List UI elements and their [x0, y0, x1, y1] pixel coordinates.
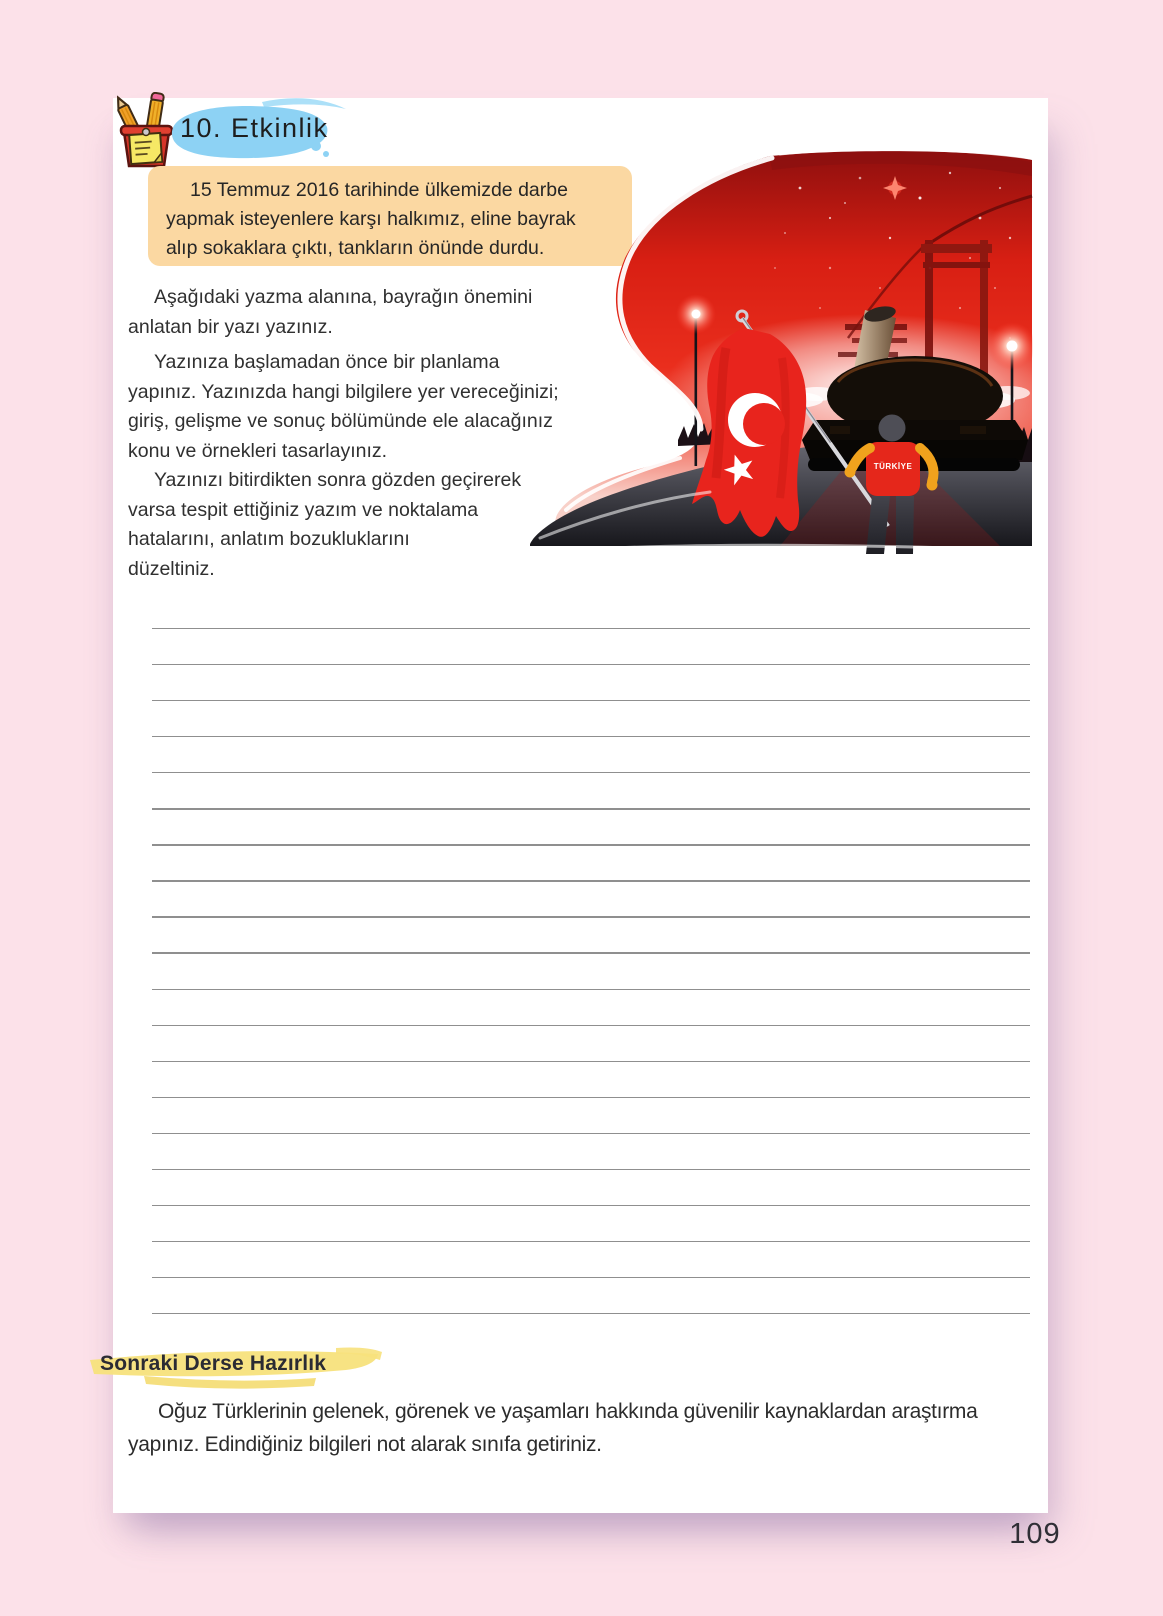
writing-line	[152, 1277, 1030, 1278]
writing-line	[152, 628, 1030, 629]
writing-line	[152, 880, 1030, 881]
writing-line	[152, 844, 1030, 845]
writing-area	[152, 628, 1030, 1318]
writing-line	[152, 1313, 1030, 1314]
shirt-label: TÜRKİYE	[873, 462, 913, 471]
writing-line	[152, 989, 1030, 990]
activity-title: 10. Etkinlik	[180, 113, 329, 143]
writing-line	[152, 916, 1030, 917]
writing-line	[152, 1133, 1030, 1134]
writing-line	[152, 1025, 1030, 1026]
july15-illustration	[530, 148, 1033, 554]
next-lesson-text: Oğuz Türklerinin gelenek, görenek ve yaşamları hakkında güvenilir kaynaklardan araştırma yapınız. Edindiğiniz bilgileri not alarak sınıfa getiriniz.	[128, 1400, 978, 1456]
writing-line	[152, 1061, 1030, 1062]
next-lesson-heading: Sonraki Derse Hazırlık	[100, 1352, 327, 1375]
writing-line	[152, 772, 1030, 773]
instruction-paragraph-3: Yazınızı bitirdikten sonra gözden geçirerek varsa tespit ettiğiniz yazım ve noktalama hatalarını, anlatım bozukluklarını düzeltiniz.	[128, 469, 522, 580]
prompt-text: 15 Temmuz 2016 tarihinde ülkemizde darbe yapmak isteyenlere karşı halkımız, eline bayrak alıp sokaklara çıktı, tankların önünde durdu.	[166, 179, 576, 259]
instruction-paragraph-1: Aşağıdaki yazma alanına, bayrağın önemini anlatan bir yazı yazınız.	[128, 286, 533, 338]
writing-line	[152, 1241, 1030, 1242]
writing-line	[152, 808, 1030, 809]
writing-line	[152, 1169, 1030, 1170]
page-number: 109	[1009, 1518, 1061, 1550]
writing-line	[152, 664, 1030, 665]
writing-line	[152, 700, 1030, 701]
writing-line	[152, 736, 1030, 737]
writing-line	[152, 1097, 1030, 1098]
writing-line	[152, 1205, 1030, 1206]
writing-line	[152, 952, 1030, 953]
instruction-paragraph-2: Yazınıza başlamadan önce bir planlama yapınız. Yazınızda hangi bilgilere yer vereceğinizi; giriş, gelişme ve sonuç bölümünde ele alacağınız konu ve örnekleri tasarlayınız.	[128, 351, 559, 462]
